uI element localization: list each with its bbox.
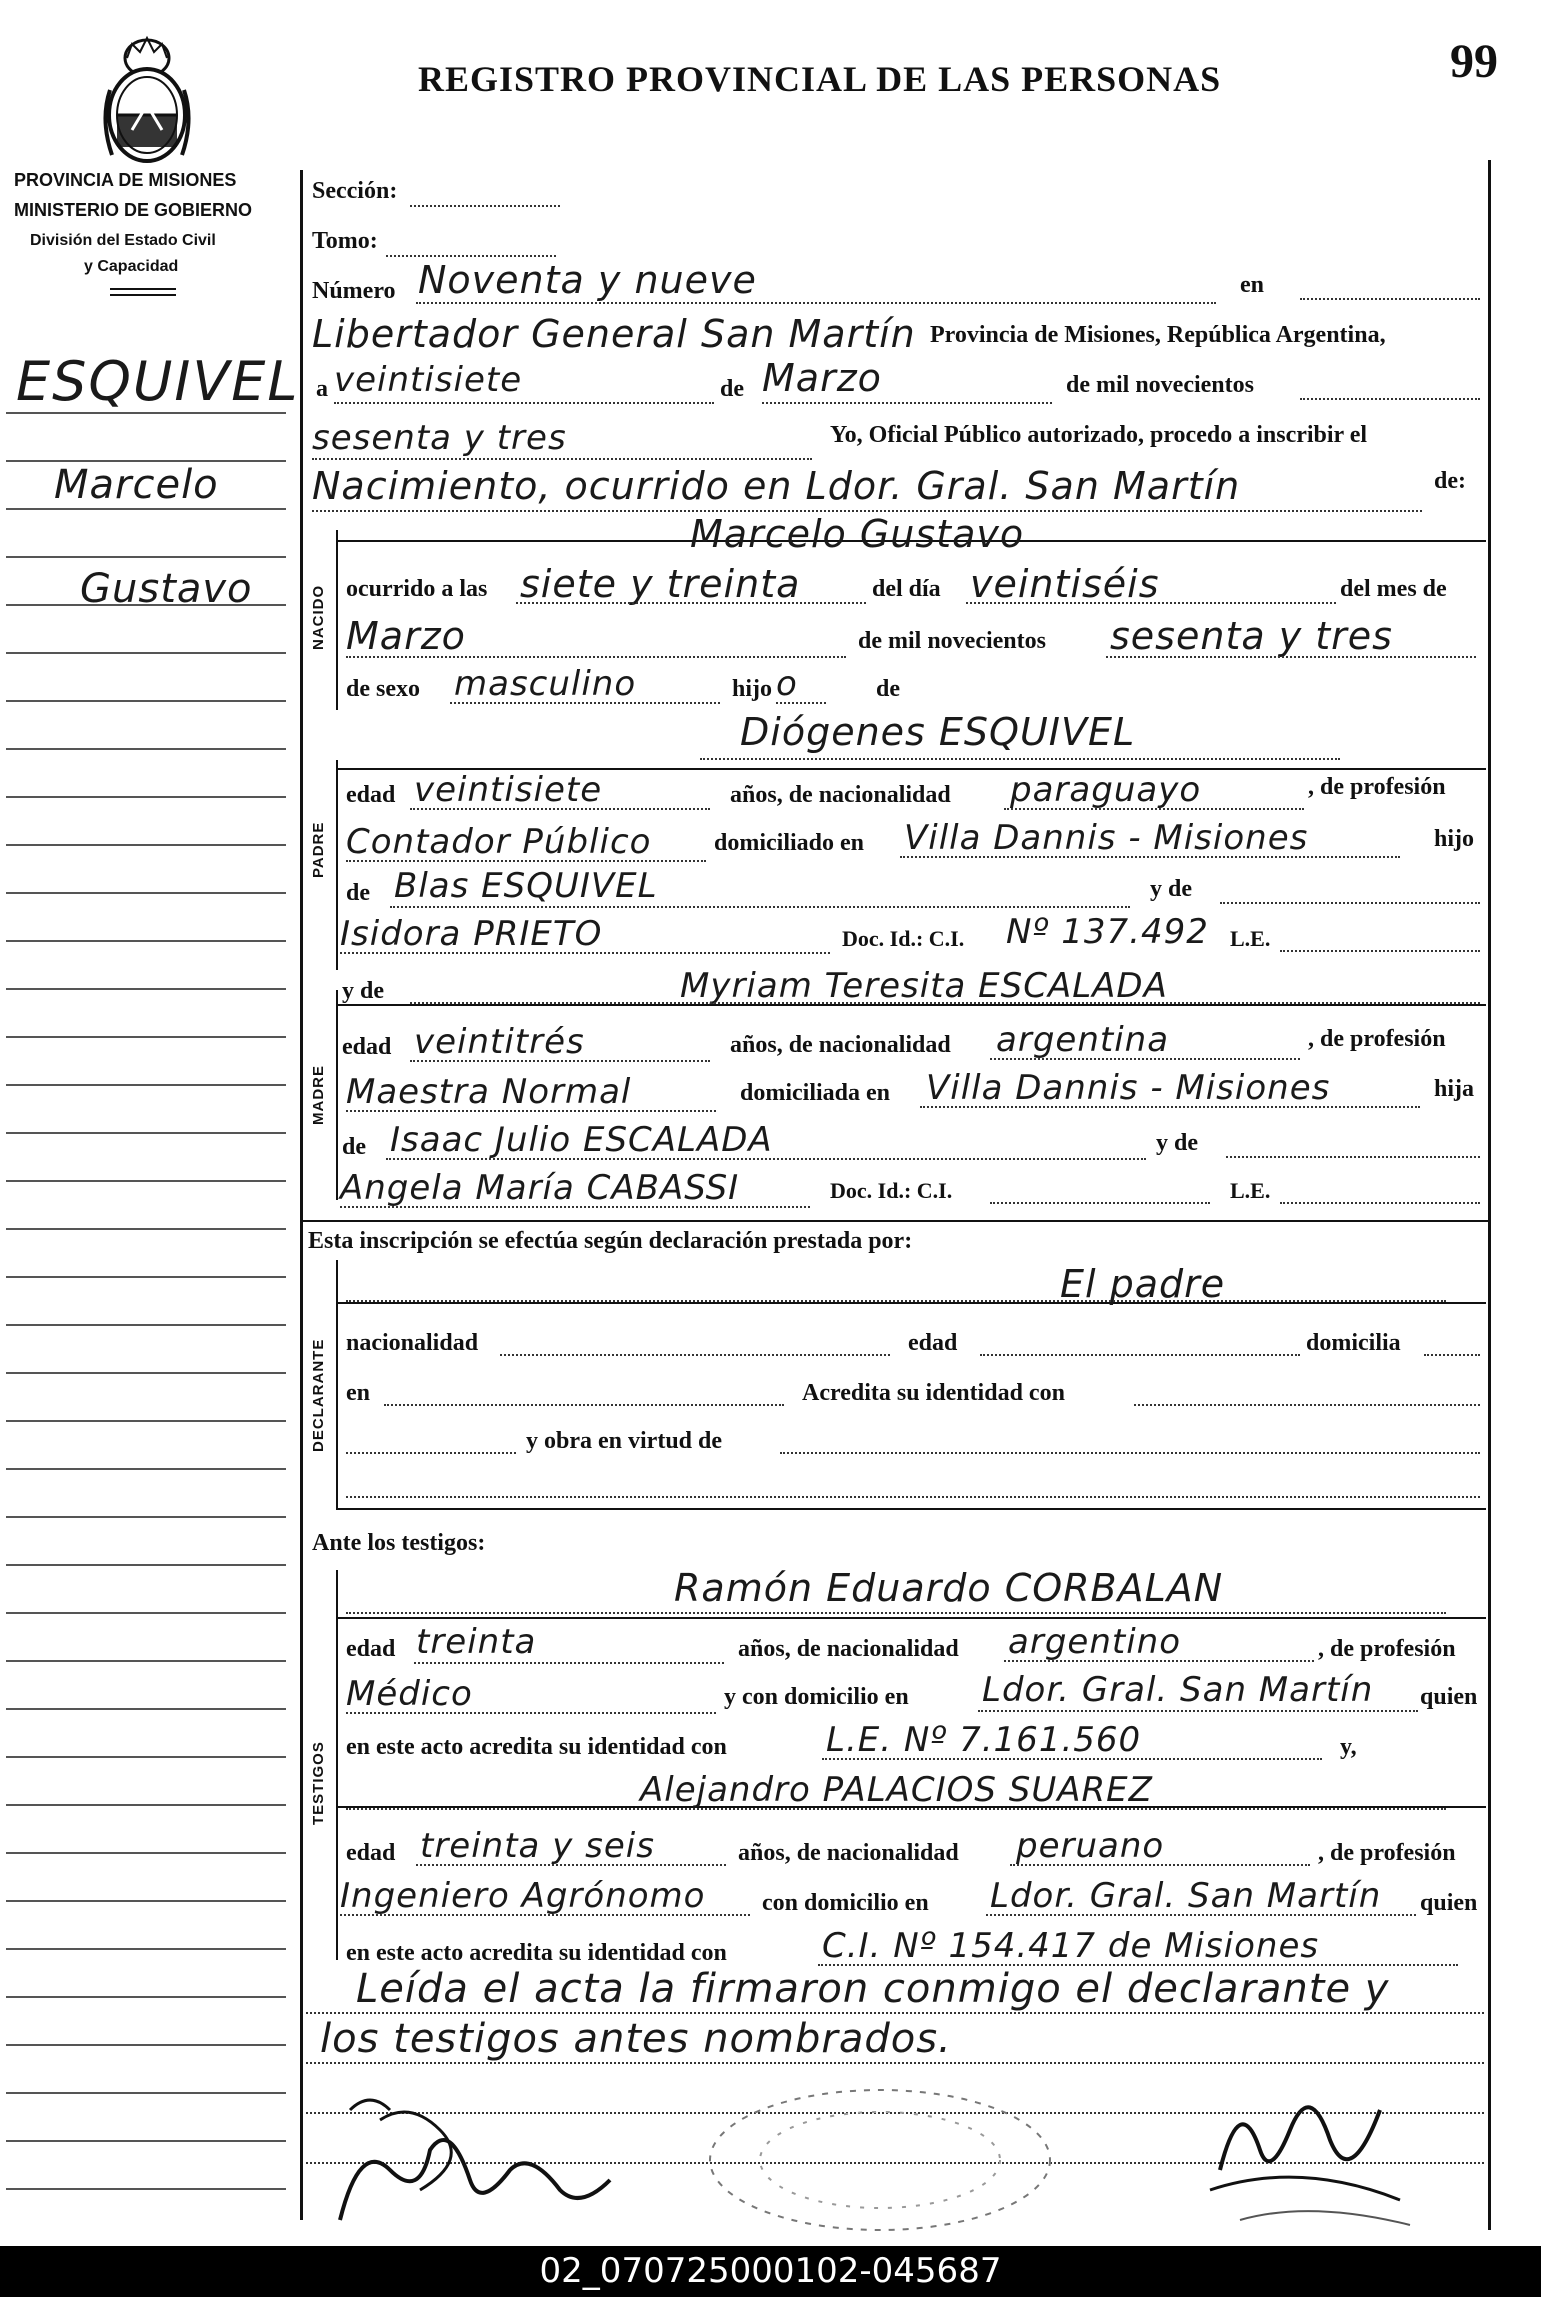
entry-anio-nac: sesenta y tres <box>1110 614 1393 658</box>
label-oficial: Yo, Oficial Público autorizado, procedo a inscribir el <box>830 422 1368 448</box>
nacido-bracket <box>336 530 338 710</box>
entry-madre-nac: argentina <box>996 1020 1170 1060</box>
margin-line <box>6 1084 286 1086</box>
label-madre-prof: , de profesión <box>1308 1026 1446 1052</box>
official-stamp <box>690 2080 1070 2240</box>
dots-hora <box>516 602 866 604</box>
label-doc-id-p: Doc. Id.: C.I. <box>842 926 965 951</box>
dots-en-decl <box>384 1404 784 1406</box>
label-t2-prof: , de profesión <box>1318 1840 1456 1866</box>
dots-t2-dom <box>986 1914 1416 1916</box>
label-madre-edad: edad <box>342 1034 392 1060</box>
entry-abuela-m: Angela María CABASSI <box>340 1168 740 1208</box>
entry-t2-nac: peruano <box>1016 1826 1165 1866</box>
entry-t1-doc: L.E. Nº 7.161.560 <box>826 1720 1142 1760</box>
margin-line <box>6 1756 286 1758</box>
entry-madre-edad: veintitrés <box>414 1022 585 1062</box>
dots-obra-pre <box>346 1452 516 1454</box>
margin-line <box>6 1276 286 1278</box>
margin-name-2: Gustavo <box>80 566 253 612</box>
dots-doc-m <box>990 1202 1210 1204</box>
entry-t2-edad: treinta y seis <box>420 1826 655 1866</box>
office-divider <box>110 288 176 290</box>
margin-line <box>6 1324 286 1326</box>
margin-line <box>6 2140 286 2142</box>
entry-padre-prof: Contador Público <box>346 822 652 862</box>
side-label-madre: MADRE <box>310 1065 327 1125</box>
label-y-de: y de <box>1150 876 1192 902</box>
margin-line <box>6 748 286 750</box>
margin-line <box>6 1804 286 1806</box>
dots-nacionalidad <box>500 1354 890 1356</box>
label-le-m: L.E. <box>1230 1178 1271 1203</box>
entry-cierre-2: los testigos antes nombrados. <box>320 2016 952 2062</box>
label-edad-decl: edad <box>908 1330 958 1356</box>
entry-madre-dom: Villa Dannis - Misiones <box>926 1068 1331 1108</box>
margin-line <box>6 2092 286 2094</box>
entry-abuelo-m: Isaac Julio ESCALADA <box>390 1120 773 1160</box>
dots-testigo1 <box>346 1612 1446 1614</box>
entry-padre-edad: veintisiete <box>414 770 603 810</box>
side-label-declarante: DECLARANTE <box>310 1338 327 1452</box>
entry-cierre-1: Leída el acta la firmaron conmigo el declarante y <box>356 1966 1390 2012</box>
entry-numero: Noventa y nueve <box>418 258 757 302</box>
label-t2-anios: años, de nacionalidad <box>738 1840 959 1866</box>
dots-padre-dom <box>900 856 1400 858</box>
dots-edad-decl <box>980 1354 1300 1356</box>
dots-cierre-1 <box>306 2012 1484 2014</box>
label-declaracion: Esta inscripción se efectúa según declaración prestada por: <box>308 1228 913 1254</box>
label-hija: hija <box>1434 1076 1475 1102</box>
entry-padre-dom: Villa Dannis - Misiones <box>904 818 1309 858</box>
office-line-1: PROVINCIA DE MISIONES <box>14 170 237 190</box>
label-domicilia: domicilia <box>1306 1330 1401 1356</box>
label-de-colon: de: <box>1434 468 1466 494</box>
dots-abuelo-p <box>390 906 1130 908</box>
left-border <box>300 170 303 2220</box>
dots-en <box>1300 298 1480 300</box>
margin-line <box>6 1564 286 1566</box>
separator-decl-bottom <box>336 1508 1486 1510</box>
entry-mes-nac: Marzo <box>346 614 466 658</box>
dots-mil <box>1300 398 1480 400</box>
coat-of-arms-seal <box>92 30 202 170</box>
label-t1-anios: años, de nacionalidad <box>738 1636 959 1662</box>
label-del-mes-de: del mes de <box>1340 576 1447 602</box>
label-le-p: L.E. <box>1230 926 1271 951</box>
label-t2-edad: edad <box>346 1840 396 1866</box>
entry-t1-dom: Ldor. Gral. San Martín <box>982 1670 1374 1710</box>
dots-obra <box>780 1452 1480 1454</box>
entry-padre-nac: paraguayo <box>1010 770 1202 810</box>
dots-madre-nac <box>990 1058 1300 1060</box>
dots-t1-doc <box>822 1758 1322 1760</box>
dots-padre-nac <box>1004 808 1304 810</box>
margin-line <box>6 940 286 942</box>
dots-seccion <box>410 205 560 207</box>
margin-line <box>6 892 286 894</box>
label-domiciliado: domiciliado en <box>714 830 865 856</box>
label-t2-dom: con domicilio en <box>762 1890 929 1916</box>
dots-le-p <box>1280 950 1480 952</box>
dots-dia <box>334 402 714 404</box>
entry-nacido-nombre: Marcelo Gustavo <box>690 512 1025 556</box>
dots-t1-prof <box>346 1712 716 1714</box>
dots-abuela-m <box>340 1206 810 1208</box>
dots-y-de-m <box>1226 1156 1480 1158</box>
label-t2-quien: quien <box>1420 1890 1478 1916</box>
dots-testigo2 <box>346 1808 1446 1810</box>
entry-madre-prof: Maestra Normal <box>346 1072 632 1112</box>
page-title: REGISTRO PROVINCIAL DE LAS PERSONAS <box>418 59 1222 99</box>
dots-hijo <box>776 702 826 704</box>
label-padre-edad: edad <box>346 782 396 808</box>
label-t2-acto: en este acto acredita su identidad con <box>346 1940 727 1966</box>
entry-dia-nac: veintiséis <box>970 562 1160 606</box>
side-label-testigos: TESTIGOS <box>310 1741 327 1825</box>
dots-declarante <box>346 1300 1446 1302</box>
office-line-2: MINISTERIO DE GOBIERNO <box>14 200 253 220</box>
label-en: en <box>1240 272 1264 298</box>
label-doc-id-m: Doc. Id.: C.I. <box>830 1178 953 1203</box>
label-t1-quien: quien <box>1420 1684 1478 1710</box>
entry-abuela-p: Isidora PRIETO <box>340 914 603 954</box>
entry-padre-nombre: Diógenes ESQUIVEL <box>740 710 1136 754</box>
margin-line <box>6 1948 286 1950</box>
dots-padre-edad <box>410 808 710 810</box>
margin-line <box>6 1660 286 1662</box>
margin-line <box>6 1996 286 1998</box>
label-del-dia: del día <box>872 576 941 602</box>
page-number: 99 <box>1450 35 1498 88</box>
label-t1-dom: y con domicilio en <box>724 1684 909 1710</box>
margin-line <box>6 1612 286 1614</box>
dots-domicilia <box>1424 1354 1480 1356</box>
label-testigos: Ante los testigos: <box>312 1530 486 1556</box>
label-de-hijo: de <box>876 676 900 702</box>
dots-anio-nac <box>1106 656 1476 658</box>
margin-line <box>6 2188 286 2190</box>
entry-hora: siete y treinta <box>520 562 801 606</box>
label-ocurrido: ocurrido a las <box>346 576 488 602</box>
testigos-bracket <box>336 1570 338 1960</box>
signature-left <box>320 2080 640 2240</box>
margin-line <box>6 1900 286 1902</box>
entry-padre-doc: Nº 137.492 <box>1006 912 1209 952</box>
label-provincia: Provincia de Misiones, República Argentina, <box>930 322 1386 348</box>
entry-madre-nombre: Myriam Teresita ESCALADA <box>680 966 1168 1006</box>
label-nacionalidad: nacionalidad <box>346 1330 479 1356</box>
entry-t2-doc: C.I. Nº 154.417 de Misiones <box>822 1926 1320 1966</box>
label-y-de-m: y de <box>1156 1130 1198 1156</box>
margin-line <box>6 1372 286 1374</box>
margin-line <box>6 1468 286 1470</box>
entry-t1-prof: Médico <box>346 1674 473 1714</box>
margin-line <box>6 1180 286 1182</box>
entry-anio: sesenta y tres <box>312 418 567 458</box>
entry-acto: Nacimiento, ocurrido en Ldor. Gral. San Martín <box>312 464 1241 508</box>
dots-sexo <box>450 702 720 704</box>
dots-madre-prof <box>346 1110 716 1112</box>
entry-t1-edad: treinta <box>416 1622 537 1662</box>
separator-declaracion <box>300 1220 1488 1222</box>
label-de-mil-novecientos: de mil novecientos <box>858 628 1046 654</box>
label-madre-anios: años, de nacionalidad <box>730 1032 951 1058</box>
label-de-sexo: de sexo <box>346 676 420 702</box>
entry-t1-nac: argentino <box>1008 1622 1181 1662</box>
dots-t1-dom <box>978 1710 1418 1712</box>
label-obra: y obra en virtud de <box>526 1428 723 1454</box>
margin-line <box>6 700 286 702</box>
margin-line <box>6 1420 286 1422</box>
label-de-abuelo-m: de <box>342 1134 366 1160</box>
entry-testigo1: Ramón Eduardo CORBALAN <box>674 1566 1224 1610</box>
right-border <box>1488 160 1491 2230</box>
label-en-decl: en <box>346 1380 370 1406</box>
label-padre-prof: , de profesión <box>1308 774 1446 800</box>
label-t1-y: y, <box>1340 1734 1357 1760</box>
dots-padre-prof <box>346 860 706 862</box>
margin-line <box>6 988 286 990</box>
dots-anio <box>312 458 812 460</box>
entry-t2-prof: Ingeniero Agrónomo <box>340 1876 706 1916</box>
label-de-mes: de <box>720 376 744 402</box>
margin-surname: ESQUIVEL <box>16 350 300 413</box>
dots-mes <box>762 402 1052 404</box>
dots-numero <box>416 302 1216 304</box>
margin-line <box>6 796 286 798</box>
margin-line <box>6 652 286 654</box>
margin-line <box>6 1228 286 1230</box>
side-label-nacido: NACIDO <box>310 584 327 650</box>
office-line-4: y Capacidad <box>84 258 179 275</box>
dots-abuela-p <box>340 952 830 954</box>
dots-t2-nac <box>1010 1864 1310 1866</box>
dots-t2-edad <box>416 1864 726 1866</box>
label-t1-acto: en este acto acredita su identidad con <box>346 1734 727 1760</box>
label-hijo2: hijo <box>1434 826 1475 852</box>
side-label-padre: PADRE <box>310 821 327 878</box>
dots-tomo <box>386 255 556 257</box>
entry-dia: veintisiete <box>334 360 523 400</box>
dots-padre-nombre <box>700 758 1340 760</box>
entry-t2-dom: Ldor. Gral. San Martín <box>990 1876 1382 1916</box>
margin-line <box>6 1852 286 1854</box>
signature-right <box>1180 2050 1440 2240</box>
margin-line <box>6 2044 286 2046</box>
office-divider-2 <box>110 294 176 296</box>
entry-localidad: Libertador General San Martín <box>312 312 916 356</box>
label-acredita: Acredita su identidad con <box>802 1380 1065 1406</box>
dots-t1-edad <box>414 1662 724 1664</box>
label-y-de-madre: y de <box>342 978 384 1004</box>
entry-testigo2: Alejandro PALACIOS SUAREZ <box>640 1770 1153 1810</box>
margin-line <box>6 508 286 510</box>
declarante-bracket <box>336 1260 338 1510</box>
dots-decl-extra <box>346 1496 1480 1498</box>
margin-line <box>6 1708 286 1710</box>
label-tomo: Tomo: <box>312 228 378 254</box>
dots-madre-nombre <box>410 1002 1480 1004</box>
entry-declarante: El padre <box>1060 1262 1226 1306</box>
dots-madre-dom <box>920 1106 1420 1108</box>
margin-line <box>6 1036 286 1038</box>
dots-le-m <box>1280 1202 1480 1204</box>
dots-t1-nac <box>1004 1660 1314 1662</box>
label-t1-edad: edad <box>346 1636 396 1662</box>
separator-declarante <box>336 1302 1486 1304</box>
margin-line <box>6 844 286 846</box>
label-de-mil: de mil novecientos <box>1066 372 1254 398</box>
document-code-footer: 02_070725000102-045687 <box>0 2246 1541 2297</box>
margin-line <box>6 556 286 558</box>
dots-abuelo-m <box>386 1158 1146 1160</box>
label-seccion: Sección: <box>312 178 398 204</box>
separator-testigos <box>336 1617 1486 1619</box>
label-numero: Número <box>312 278 396 304</box>
label-t1-prof: , de profesión <box>1318 1636 1456 1662</box>
entry-hijo: o <box>776 664 798 704</box>
entry-mes: Marzo <box>762 356 882 400</box>
margin-line <box>6 1516 286 1518</box>
margin-line <box>6 1132 286 1134</box>
dots-y-de <box>1220 902 1480 904</box>
label-a: a <box>316 376 328 402</box>
dots-mes-nac <box>346 656 846 658</box>
margin-name-1: Marcelo <box>54 462 219 508</box>
dots-madre-edad <box>410 1060 710 1062</box>
dots-dia-nac <box>966 602 1336 604</box>
label-de-abuelo-p: de <box>346 880 370 906</box>
office-line-3: División del Estado Civil <box>30 232 216 249</box>
label-padre-anios: años, de nacionalidad <box>730 782 951 808</box>
entry-abuelo-p: Blas ESQUIVEL <box>394 866 658 906</box>
label-hijo: hijo <box>732 676 773 702</box>
padre-bracket <box>336 760 338 970</box>
dots-t2-prof <box>340 1914 750 1916</box>
entry-sexo: masculino <box>454 664 637 704</box>
madre-bracket <box>336 990 338 1200</box>
label-domiciliada: domiciliada en <box>740 1080 891 1106</box>
dots-acredita <box>1134 1404 1480 1406</box>
